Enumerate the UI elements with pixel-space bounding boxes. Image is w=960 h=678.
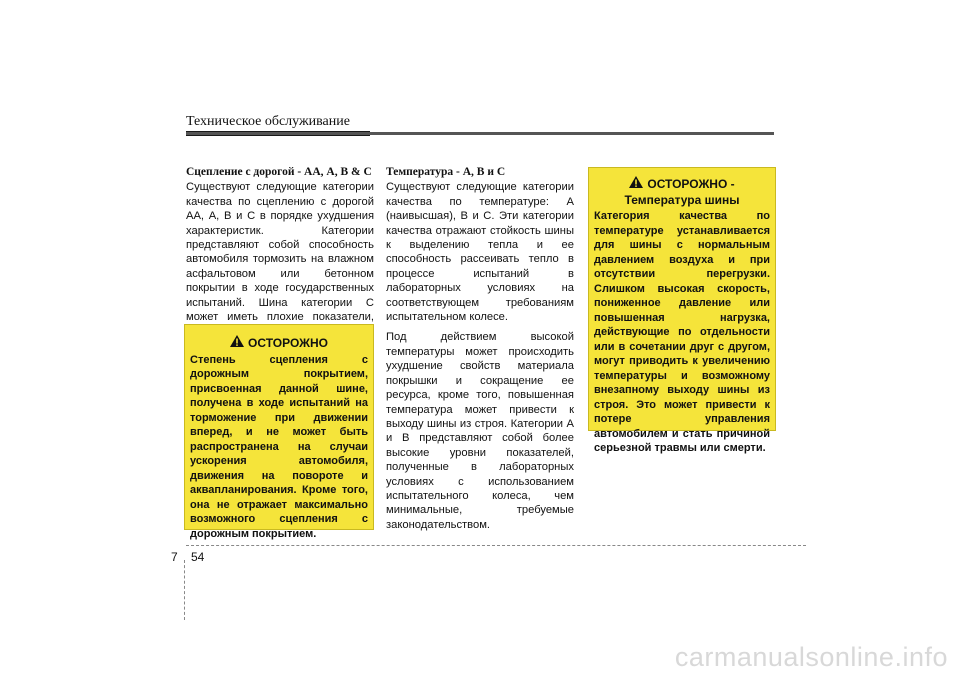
chapter-number: 7 — [171, 550, 178, 564]
footer-divider — [186, 545, 806, 546]
warning-title: ОСТОРОЖНО — [248, 335, 328, 350]
footer-vertical-divider — [184, 560, 185, 620]
temperature-section-title: Температура - А, В и С — [386, 166, 506, 178]
warning-triangle-icon — [230, 335, 244, 351]
warning-text: Степень сцепления с дорожным покрытием, присвоенная данной шине, получена в ходе испытаний на торможение при движении вперед, и не может быть распространена на случаи ускорения автомобиля, движения на повороте и аквапланирования. Кроме того, она не отражает максимально возможного сцепления с дорожным покрытием. — [190, 353, 368, 540]
header-rule — [186, 132, 774, 135]
temperature-paragraph-2: Под действием высокой температуры может происходить ухудшение свойств материала покрышки и сокращение ее ресурса, кроме того, повышенная температура может привести к выходу шины из строя. Категории А и В представляют собой более высокие уровни показателей, полученные в лабораторных условиях с использованием испытательного колеса, чем минимальные, требуемые законодательством. — [386, 331, 574, 531]
watermark: carmanualsonline.info — [674, 642, 948, 672]
warning-subtitle: Температура шины — [624, 192, 740, 207]
warning-heading — [190, 335, 368, 351]
warning-title: ОСТОРОЖНО - — [647, 176, 735, 191]
temperature-paragraph-1: Существуют следующие категории качества по температуре: А (наивысшая), В и С. Эти категории качества отражают стойкость шины к выделению тепла и ее способность рассеивать тепло в процессе испытаний в лабораторных условиях на соответствующем требованиям испытательном колесе. — [386, 181, 574, 324]
traction-paragraph: Существуют следующие категории качества по сцеплению с дорогой АА, А, В и С в порядке ухудшения характеристик. Категории представляют собой способность автомобиля тормозить на влажном асфальтовом или бетонном покрытии в ходе государственных испытаний. Шина категории С может иметь плохие показатели, — [186, 181, 374, 324]
warning-heading — [594, 176, 770, 192]
page-number: 54 — [191, 550, 205, 564]
page-header-title: Техническое обслуживание — [186, 114, 350, 129]
traction-section-title: Сцепление с дорогой - АА, А, В & С — [186, 166, 372, 178]
warning-box-temperature — [588, 167, 776, 454]
warning-text: Категория качества по температуре устанавливается для шины с нормальным давлением воздуха и при отсутствии перегрузки. Слишком высокая скорость, пониженное давление или повышенная нагрузка, действующие по отдельности или в сочетании друг с другом, могут приводить к увеличению температуры и возможному внезапному выходу шины из строя. Это может привести к потере управления автомобилем и стать причиной серьезной травмы или смерти. — [594, 210, 770, 454]
column-temperature — [386, 165, 574, 538]
warning-box-traction — [184, 324, 374, 540]
warning-triangle-icon — [629, 176, 643, 192]
